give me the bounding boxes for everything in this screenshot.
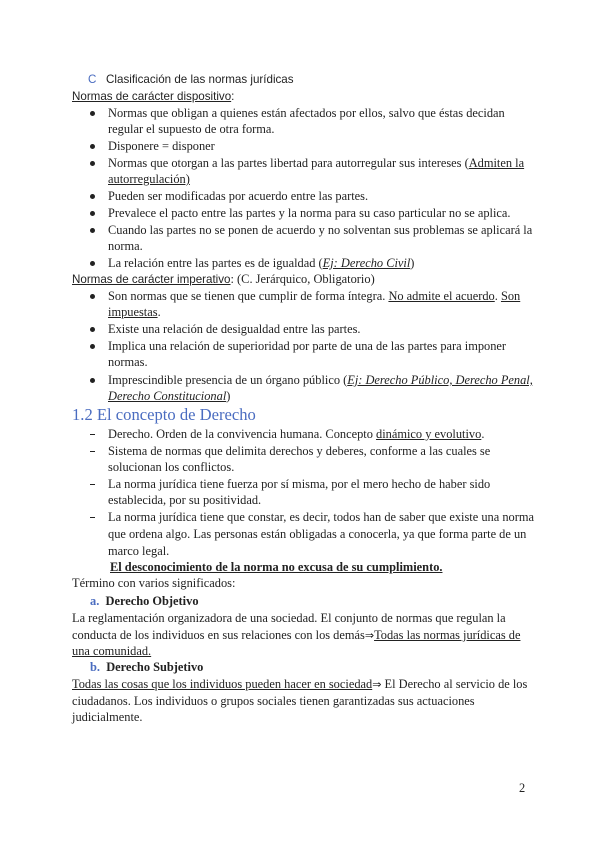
right-arrow-icon: ⇒ [364, 629, 375, 642]
bullet-dot [90, 261, 95, 266]
imperativo-suffix: : (C. Jerárquico, Obligatorio) [230, 272, 375, 286]
dispositivo-item-3-underlined: Admiten la [468, 156, 525, 170]
subjetivo-line-2: ciudadanos. Los individuos o grupos sociales tienen garantizadas sus actuaciones [72, 694, 475, 708]
dispositivo-item-7-text: La relación entre las partes es de igualdad ( [108, 256, 323, 270]
concepto-item-1 [108, 426, 484, 442]
imperativo-item-4-text: Imprescindible presencia de un órgano público ( [108, 373, 348, 387]
right-arrow-icon: ⇒ [372, 678, 382, 691]
bullet-dot [90, 211, 95, 216]
dispositivo-item-6: Cuando las partes no se ponen de acuerdo y no solventan sus problemas se aplicará la [108, 223, 533, 237]
bullet-dot [90, 111, 95, 116]
section-c-heading [88, 72, 294, 88]
imperativo-heading [72, 271, 375, 288]
dispositivo-item-3-cont: autorregulación) [108, 172, 190, 186]
dispositivo-item-2: Disponere = disponer [108, 139, 215, 153]
dispositivo-title: Normas de carácter dispositivo [72, 90, 232, 103]
subjetivo-title: Derecho Subjetivo [106, 660, 204, 674]
concepto-item-2-cont: solucionan los conflictos. [108, 460, 235, 474]
bullet-dot [90, 327, 95, 332]
dispositivo-item-1: Normas que obligan a quienes están afectados por ellos, salvo que éstas decidan [108, 106, 505, 120]
objetivo-title: Derecho Objetivo [105, 594, 199, 608]
imperativo-item-1-mid: . [494, 289, 501, 303]
imperativo-title: Normas de carácter imperativo [72, 273, 231, 286]
concepto-item-2: Sistema de normas que delimita derechos y deberes, conforme a las cuales se [108, 444, 491, 458]
imperativo-item-4-cont: Derecho Constitucional [108, 389, 227, 403]
concepto-item-3: La norma jurídica tiene fuerza por sí misma, por el mero hecho de haber sido [108, 477, 491, 491]
concepto-item-4: La norma jurídica tiene que constar, es decir, todos han de saber que existe una norma [108, 510, 534, 524]
imperativo-item-3-cont: normas. [108, 355, 148, 369]
bullet-dot [90, 144, 95, 149]
dispositivo-item-7-close: ) [410, 256, 415, 270]
imperativo-item-1-cont-line [108, 304, 161, 320]
imperativo-item-1-u1: No admite el acuerdo [388, 289, 495, 303]
dispositivo-item-7 [108, 255, 414, 271]
bullet-dot [90, 194, 95, 199]
imperativo-item-1-u2: Son [500, 289, 521, 303]
dispositivo-item-3-text: Normas que otorgan a las partes libertad para autorregular sus intereses ( [108, 156, 469, 170]
imperativo-item-1-text: Son normas que se tienen que cumplir de forma íntegra. [108, 289, 389, 303]
bullet-dot [90, 378, 95, 383]
objetivo-line-1: La reglamentación organizadora de una sociedad. El conjunto de normas que regulan la [72, 611, 506, 625]
dispositivo-colon: : [231, 90, 235, 103]
concepto-item-1-end: . [481, 427, 485, 441]
objetivo-underlined: Todas las normas jurídicas de [374, 628, 521, 642]
imperativo-item-4-cont-line [108, 388, 230, 404]
imperativo-item-2: Existe una relación de desigualdad entre las partes. [108, 322, 361, 336]
objetivo-line-2 [72, 627, 520, 644]
bullet-dot [90, 344, 95, 349]
section-c-title: Clasificación de las normas jurídicas [106, 73, 294, 86]
dispositivo-item-1-cont: regular el supuesto de otra forma. [108, 122, 275, 136]
concepto-item-1-underlined: dinámico y evolutivo [376, 427, 482, 441]
dispositivo-item-4: Pueden ser modificadas por acuerdo entre las partes. [108, 189, 369, 203]
imperativo-item-1 [108, 288, 520, 304]
bullet-dot [90, 161, 95, 166]
concepto-item-4-cont: que ordena algo. Las personas están obligadas a conocerla, ya que forma parte de un [108, 527, 527, 541]
concepto-item-4-cont2: marco legal. [108, 544, 170, 558]
bullet-dot [90, 228, 95, 233]
page-number: 2 [519, 781, 526, 795]
objetivo-line-3: una comunidad. [72, 644, 152, 658]
imperativo-item-4 [108, 372, 533, 388]
dispositivo-item-5: Prevalece el pacto entre las partes y la norma para su caso particular no se aplica. [108, 206, 511, 220]
dash-marker [90, 517, 95, 518]
imperativo-item-4-close: ) [226, 389, 231, 403]
objetivo-line-2-text: conducta de los individuos en sus relaciones con los demás [72, 628, 365, 642]
subjetivo-underlined: Todas las cosas que los individuos pueden hacer en sociedad [72, 677, 373, 691]
terms-intro: Término con varios significados: [72, 576, 236, 590]
dispositivo-heading [72, 89, 234, 105]
dispositivo-item-3 [108, 155, 524, 171]
subjetivo-letter: b. [90, 660, 100, 674]
imperativo-item-1-cont: impuestas [108, 305, 158, 319]
concepto-heading: 1.2 El concepto de Derecho [72, 405, 256, 424]
subjetivo-line-1-rest: El Derecho al servicio de los [381, 677, 528, 691]
dispositivo-item-7-example: Ej: Derecho Civil [322, 256, 411, 270]
dash-marker [90, 451, 95, 452]
objetivo-letter: a. [90, 594, 100, 608]
dash-marker [90, 434, 95, 435]
maxim-line: El desconocimiento de la norma no excusa de su cumplimiento. [110, 560, 443, 574]
concepto-item-1-text: Derecho. Orden de la convivencia humana. Concepto [108, 427, 377, 441]
concepto-item-3-cont: establecida, por su positividad. [108, 493, 262, 507]
subjetivo-line-3: judicialmente. [72, 710, 143, 724]
section-c-letter: C [88, 73, 97, 86]
subjetivo-line-1 [72, 676, 527, 693]
objetivo-heading [90, 593, 199, 609]
dispositivo-item-6-cont: norma. [108, 239, 143, 253]
imperativo-item-3: Implica una relación de superioridad por parte de una de las partes para imponer [108, 339, 507, 353]
dash-marker [90, 484, 95, 485]
imperativo-item-1-cont-end: . [157, 305, 161, 319]
subjetivo-heading [90, 659, 203, 675]
bullet-dot [90, 294, 95, 299]
imperativo-item-4-example: Ej: Derecho Público, Derecho Penal, [347, 373, 533, 387]
